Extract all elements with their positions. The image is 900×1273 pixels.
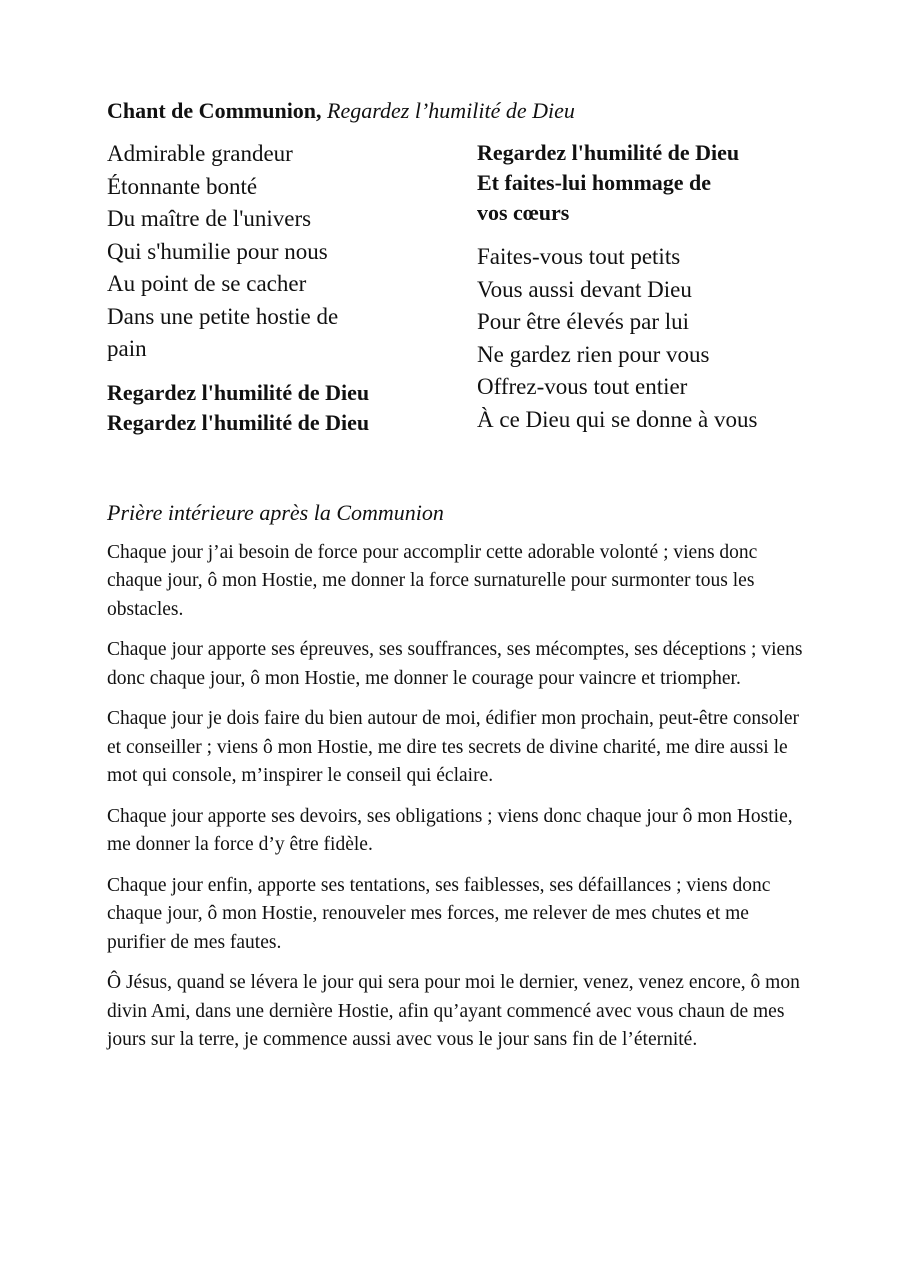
- document-page: [107, 96, 807, 1067]
- left-stanza: [107, 138, 477, 366]
- prayer-paragraph: Chaque jour j’ai besoin de force pour accomplir cette adorable volonté ; viens donc chaque jour, ô mon Hostie, me donner la force surnaturelle pour surmonter tous les obstacles.: [107, 541, 758, 620]
- verse-line: Étonnante bonté: [107, 173, 258, 199]
- left-refrain: [107, 378, 477, 438]
- verse-line: pain: [107, 336, 147, 361]
- verse-line: Dans une petite hostie de: [107, 303, 339, 329]
- chant-columns: [107, 138, 807, 438]
- chant-left-column: [107, 138, 477, 438]
- refrain-line: Regardez l'humilité de Dieu: [107, 409, 370, 435]
- verse-line: Pour être élevés par lui: [477, 309, 690, 334]
- chant-title-label: Chant de Communion,: [107, 98, 322, 123]
- verse-line: Offrez-vous tout entier: [477, 374, 688, 399]
- right-stanza: [477, 241, 807, 436]
- refrain-line: Regardez l'humilité de Dieu: [107, 379, 370, 405]
- right-refrain: [477, 138, 807, 228]
- verse-line: Ne gardez rien pour vous: [477, 341, 710, 367]
- prayer-paragraph: Chaque jour je dois faire du bien autour de moi, édifier mon prochain, peut-être consoler et conseiller ; viens ô mon Hostie, me dire tes secrets de divine charité, me dire aussi le mot qui console, m’inspirer le conseil qui éclaire.: [107, 708, 800, 786]
- verse-line: À ce Dieu qui se donne à vous: [477, 406, 758, 432]
- refrain-line: vos cœurs: [477, 200, 570, 225]
- verse-line: Faites-vous tout petits: [477, 244, 681, 269]
- verse-line: Du maître de l'univers: [107, 206, 312, 231]
- prayer-paragraph: Ô Jésus, quand se lévera le jour qui sera pour moi le dernier, venez, venez encore, ô mon divin Ami, dans une dernière Hostie, afin qu’ayant commencé avec vous chaun de mes jours sur la terre, je commence aussi avec vous le jour sans fin de l’éternité.: [107, 972, 800, 1050]
- verse-line: Au point de se cacher: [107, 271, 307, 296]
- prayer-heading: Prière intérieure après la Communion: [107, 499, 444, 525]
- refrain-line: Regardez l'humilité de Dieu: [477, 140, 740, 165]
- prayer-body: [107, 539, 807, 1055]
- chant-title: [107, 96, 807, 126]
- verse-line: Qui s'humilie pour nous: [107, 238, 328, 264]
- verse-line: Admirable grandeur: [107, 141, 293, 166]
- prayer-paragraph: Chaque jour apporte ses épreuves, ses souffrances, ses mécomptes, ses déceptions ; viens donc chaque jour, ô mon Hostie, me donner le courage pour vaincre et triompher.: [107, 639, 803, 689]
- chant-title-song: Regardez l’humilité de Dieu: [327, 98, 575, 123]
- verse-line: Vous aussi devant Dieu: [477, 276, 692, 302]
- chant-right-column: [477, 138, 807, 438]
- prayer-paragraph: Chaque jour apporte ses devoirs, ses obligations ; viens donc chaque jour ô mon Hostie, me donner la force d’y être fidèle.: [107, 805, 793, 855]
- refrain-line: Et faites-lui hommage de: [477, 170, 712, 195]
- prayer-paragraph: Chaque jour enfin, apporte ses tentations, ses faiblesses, ses défaillances ; viens donc chaque jour, ô mon Hostie, renouveler mes forces, me relever de mes chutes et me purifier de mes fautes.: [107, 874, 771, 953]
